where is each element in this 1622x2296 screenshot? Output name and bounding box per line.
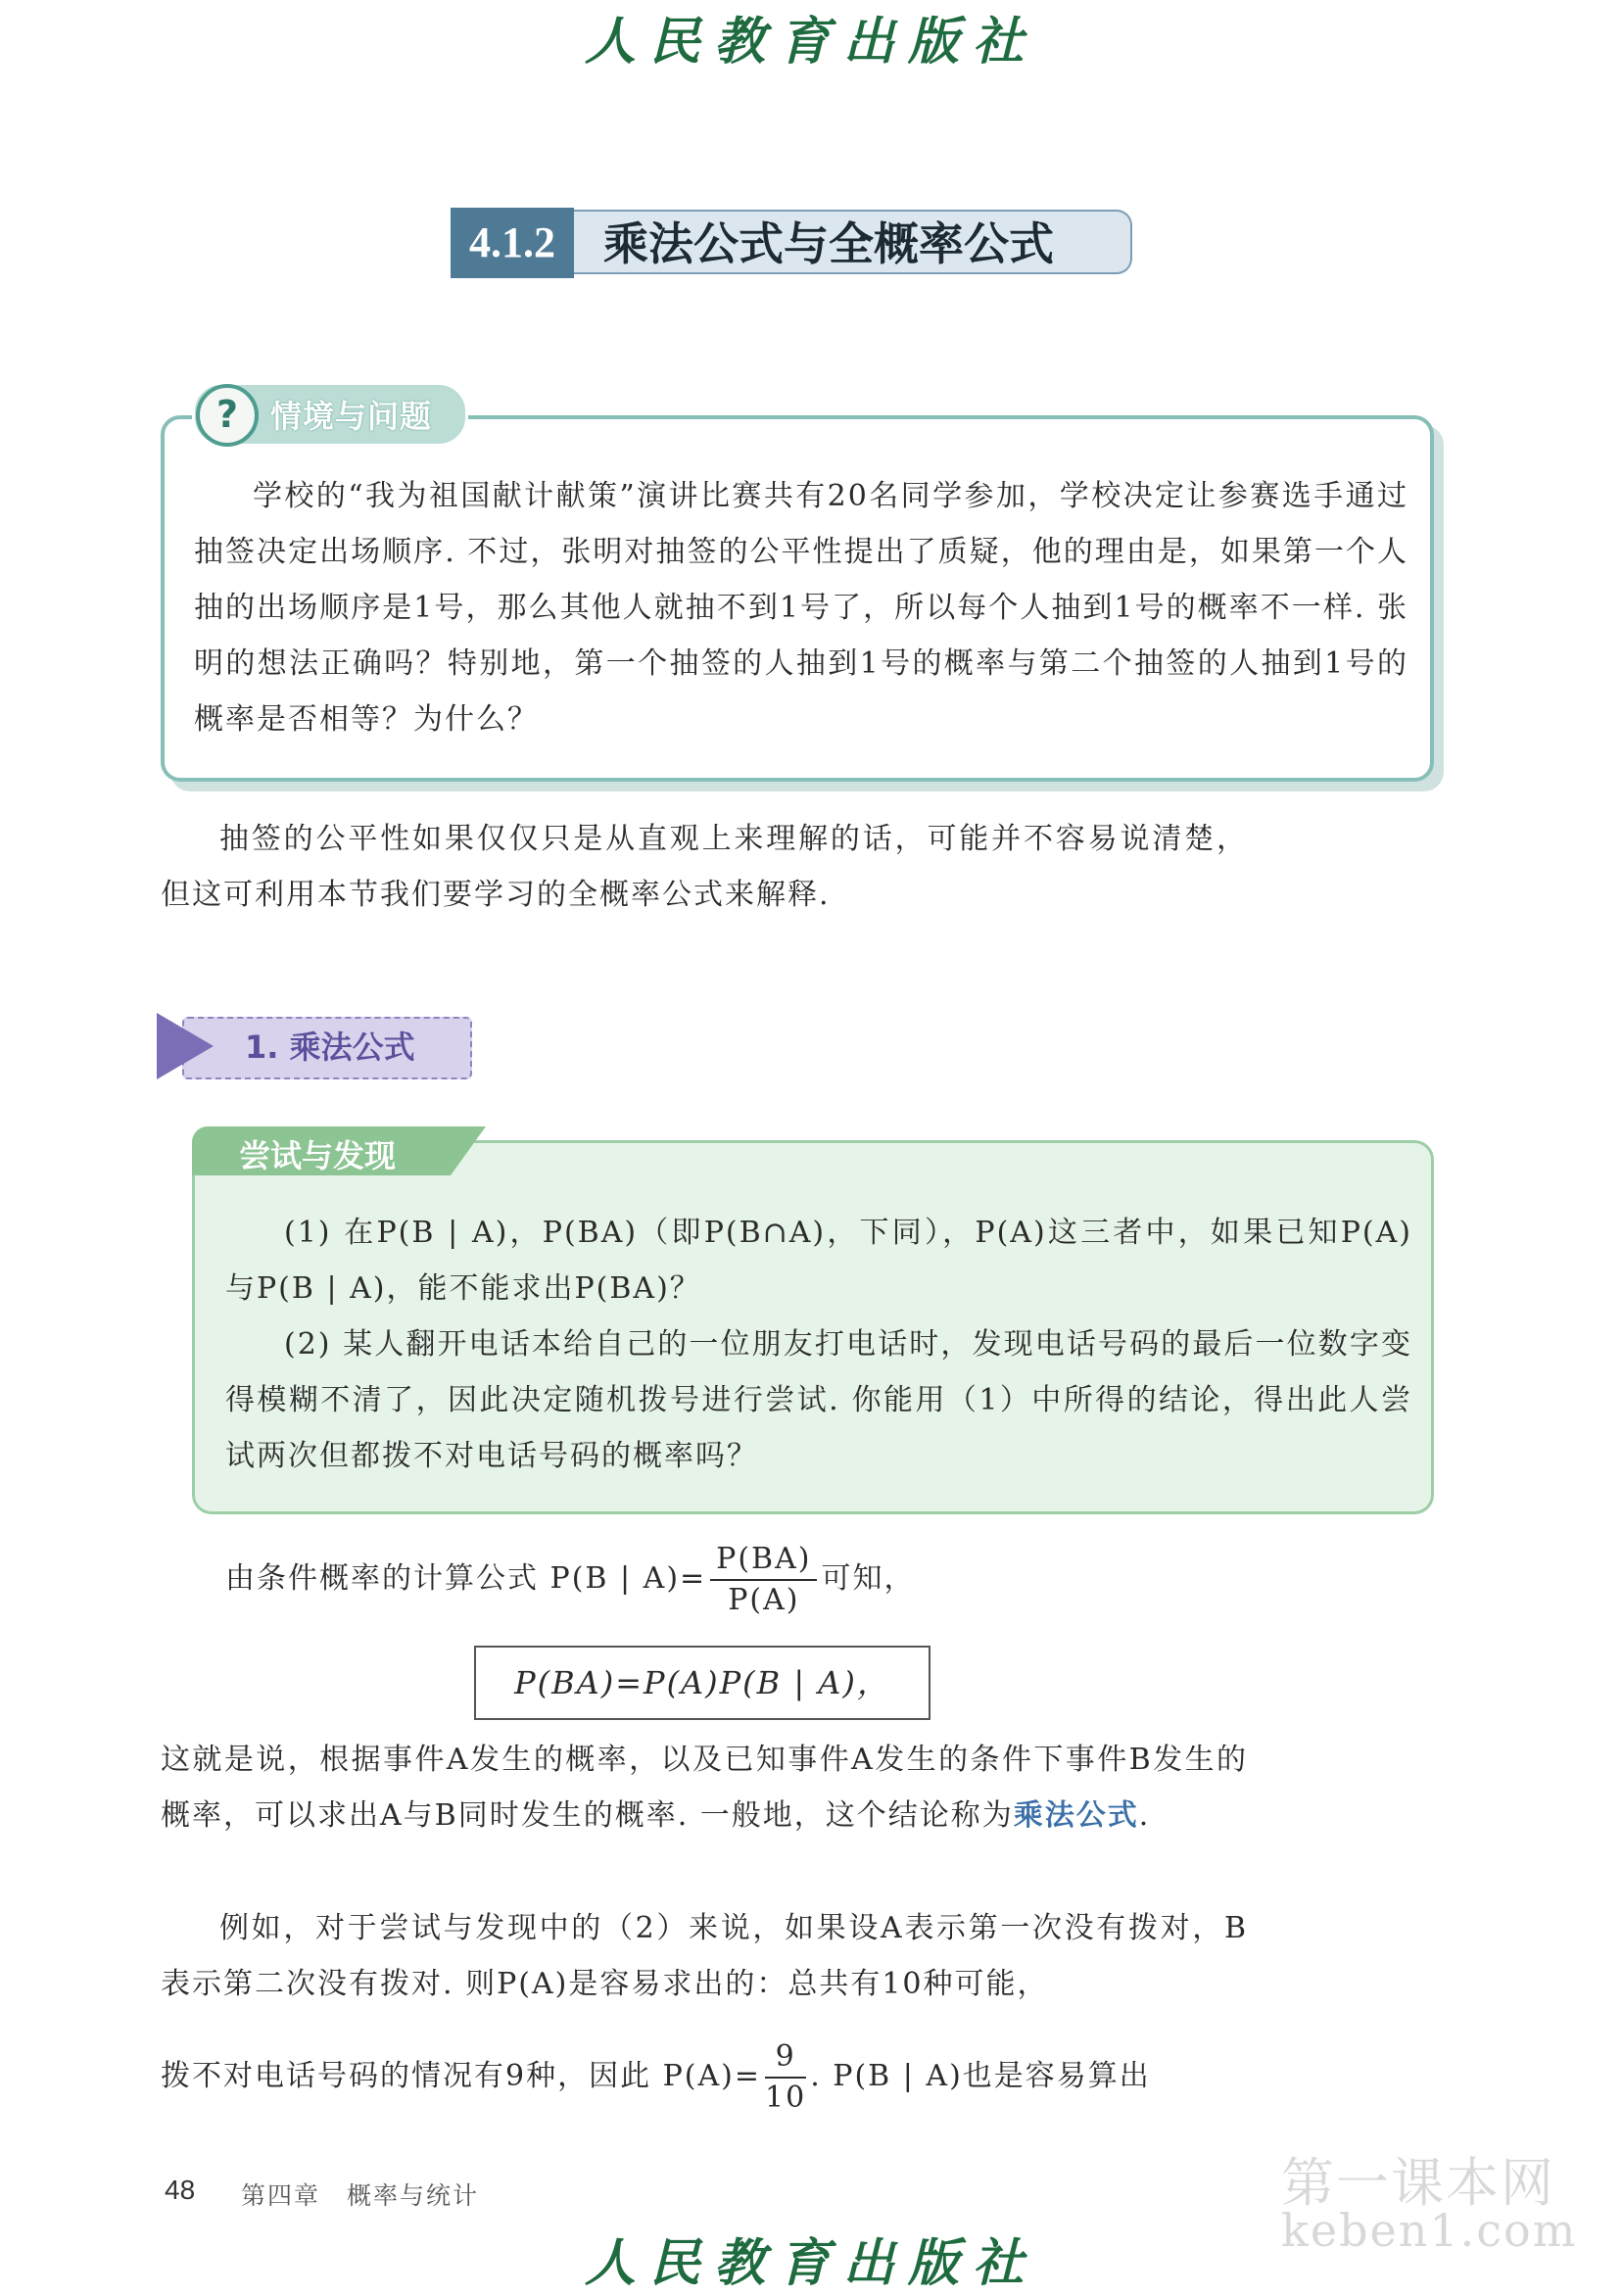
- section-title: [451, 208, 1144, 278]
- try-discover-text: [225, 1205, 1412, 1484]
- multiplication-formula-box: P(BA)=P(A)P(B | A)，: [474, 1646, 930, 1720]
- page-number: 48: [165, 2175, 196, 2205]
- paragraph-2: [161, 1900, 1248, 2012]
- publisher-footer: 人民教育出版社: [584, 2233, 1037, 2293]
- section-number: 4.1.2: [451, 208, 574, 278]
- paragraph-1: [161, 1732, 1248, 1843]
- try-item-2: (2) 某人翻开电话本给自己的一位朋友打电话时，发现电话号码的最后一位数字变得模糊不清了，因此决定随机拨号进行尝试. 你能用（1）中所得的结论，得出此人尝试两次但都拨不对电话号码的概率吗？: [225, 1327, 1412, 1473]
- publisher-header: 人民教育出版社: [584, 12, 1037, 72]
- paragraph-3-suffix: . P(B | A)也是容易算出: [810, 2059, 1151, 2093]
- situation-text: [194, 468, 1408, 747]
- term-multiplication-formula: 乘法公式: [1013, 1798, 1139, 1833]
- question-icon: ?: [196, 384, 259, 447]
- formula-denominator: P(A): [728, 1583, 800, 1617]
- formula-numerator: P(BA): [710, 1540, 817, 1581]
- formula-fraction: [710, 1540, 817, 1620]
- paragraph-1-text: 这就是说，根据事件A发生的概率，以及已知事件A发生的条件下事件B发生的概率，可以求出A与B同时发生的概率. 一般地，这个结论称为: [161, 1743, 1248, 1833]
- subsection-arrow-icon: [157, 1013, 214, 1079]
- fraction-numerator: 9: [765, 2037, 806, 2079]
- watermark-title: 第一课本网: [1281, 2152, 1555, 2214]
- conditional-formula: [225, 1540, 915, 1620]
- subsection-heading: 1. 乘法公式: [245, 1028, 415, 1066]
- paragraph-3: [161, 2037, 1248, 2118]
- section-name: 乘法公式与全概率公式: [574, 210, 1132, 274]
- situation-paragraph: 学校的“我为祖国献计献策”演讲比赛共有20名同学参加，学校决定让参赛选手通过抽签决定出场顺序. 不过，张明对抽签的公平性提出了质疑，他的理由是，如果第一个人抽的出场顺序是1号，那么其他人就抽不到1号了，所以每个人抽到1号的概率不一样. 张明的想法正确吗？特别地，第一个抽签的人抽到1号的概率与第二个抽签的人抽到1号的概率是否相等？为什么？: [194, 479, 1408, 737]
- situation-label: 情境与问题: [270, 398, 433, 435]
- intro-text: 抽签的公平性如果仅仅只是从直观上来理解的话，可能并不容易说清楚，但这可利用本节我们要学习的全概率公式来解释.: [161, 822, 1248, 912]
- fraction-denominator: 10: [765, 2081, 807, 2115]
- formula-suffix: 可知，: [821, 1561, 916, 1596]
- try-item-1: (1) 在P(B | A)，P(BA)（即P(B∩A)，下同），P(A)这三者中，如果已知P(A)与P(B | A)，能不能求出P(BA)？: [225, 1216, 1412, 1306]
- paragraph-2-text: 例如，对于尝试与发现中的（2）来说，如果设A表示第一次没有拨对，B表示第二次没有拨对. 则P(A)是容易求出的：总共有10种可能，: [161, 1911, 1248, 2001]
- paragraph-1-end: .: [1138, 1798, 1151, 1833]
- try-discover-label: 尝试与发现: [239, 1137, 397, 1174]
- watermark-url: keben1.com: [1281, 2204, 1578, 2257]
- paragraph-3-prefix: 拨不对电话号码的情况有9种，因此 P(A)=: [161, 2059, 762, 2093]
- chapter-label: 第四章 概率与统计: [241, 2181, 480, 2210]
- paragraph-3-fraction: [765, 2037, 806, 2118]
- formula-prefix: 由条件概率的计算公式 P(B | A)=: [225, 1561, 707, 1596]
- intro-paragraph: [161, 811, 1248, 923]
